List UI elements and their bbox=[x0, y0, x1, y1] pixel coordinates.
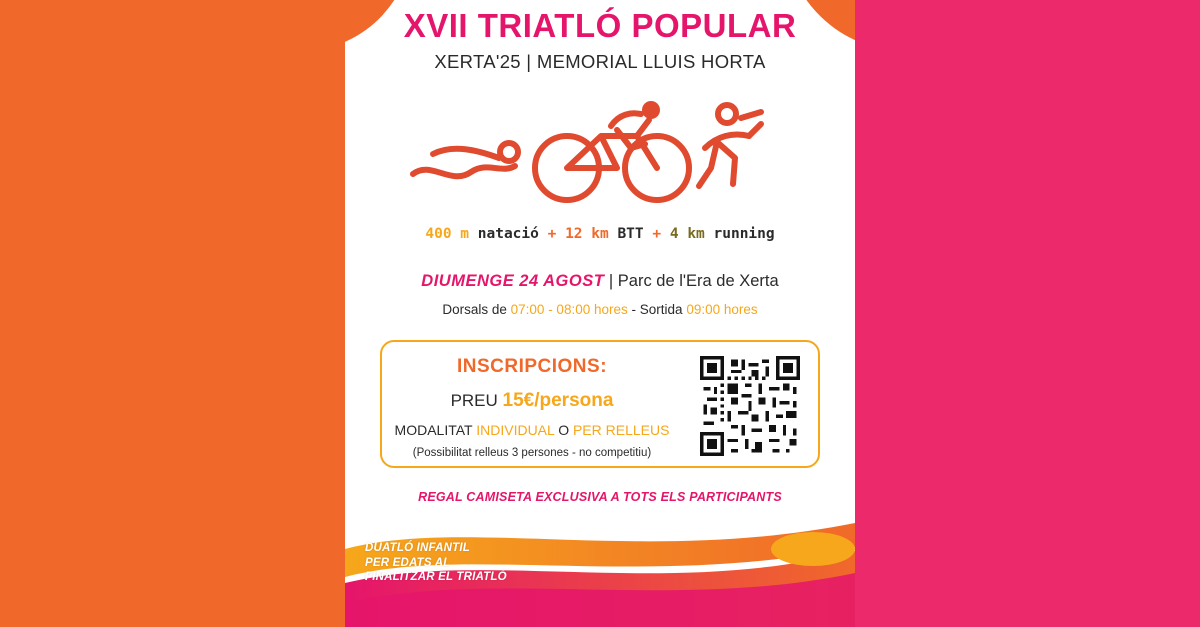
bibs-time: 07:00 - 08:00 hores bbox=[510, 302, 628, 317]
modality-note: (Possibilitat relleus 3 persones - no competitiu) bbox=[412, 447, 652, 459]
event-date: DIUMENGE 24 AGOST bbox=[421, 272, 605, 290]
event-place: Parc de l'Era de Xerta bbox=[617, 272, 779, 290]
triathlon-pictogram-icon bbox=[405, 96, 795, 206]
title-block bbox=[345, 8, 855, 73]
times-dash: - bbox=[631, 302, 637, 317]
kids-note-line-3: FINALITZAR EL TRIATLÓ bbox=[365, 571, 507, 584]
price-value: 15€/persona bbox=[502, 390, 614, 411]
inscriptions-title: INSCRIPCIONS: bbox=[456, 356, 608, 377]
inscriptions-box bbox=[380, 340, 820, 468]
run-distance: 4 km bbox=[669, 226, 705, 242]
bike-distance: 12 km bbox=[565, 226, 609, 242]
price-line bbox=[382, 390, 682, 412]
start-label: Sortida bbox=[639, 302, 683, 317]
plus-sign-2: + bbox=[652, 226, 662, 242]
modality-line bbox=[382, 422, 682, 438]
shirt-gift-note: REGAL CAMISETA EXCLUSIVA A TOTS ELS PARTICIPANTS bbox=[418, 490, 782, 504]
date-line bbox=[345, 272, 855, 291]
date-separator: | bbox=[608, 272, 614, 290]
swim-label: natació bbox=[477, 226, 539, 242]
bibs-label: Dorsals de bbox=[442, 302, 507, 317]
modality-or: O bbox=[558, 422, 570, 438]
kids-note-line-1: DUATLÓ INFANTIL bbox=[365, 541, 470, 554]
modality-label: MODALITAT bbox=[394, 422, 473, 438]
poster-subtitle: XERTA'25 | MEMORIAL LLUIS HORTA bbox=[434, 51, 766, 73]
left-color-panel bbox=[0, 0, 345, 627]
price-label: PREU bbox=[450, 391, 498, 410]
modality-relay: PER RELLEUS bbox=[572, 422, 670, 438]
poster-canvas bbox=[345, 0, 855, 627]
disciplines-line bbox=[345, 226, 855, 242]
inscriptions-text-block bbox=[382, 342, 682, 466]
start-time: 09:00 hores bbox=[686, 302, 758, 317]
modality-individual: INDIVIDUAL bbox=[476, 422, 555, 438]
qr-code-icon[interactable] bbox=[700, 356, 800, 456]
right-color-panel bbox=[855, 0, 1200, 627]
plus-sign-1: + bbox=[547, 226, 557, 242]
bike-label: BTT bbox=[617, 226, 644, 242]
kids-duathlon-note bbox=[365, 541, 507, 585]
run-label: running bbox=[713, 226, 775, 242]
swim-distance: 400 m bbox=[425, 226, 470, 242]
kids-note-line-2: PER EDATS AL bbox=[365, 556, 451, 569]
poster-title: XVII TRIATLÓ POPULAR bbox=[403, 7, 797, 44]
times-line bbox=[345, 302, 855, 317]
